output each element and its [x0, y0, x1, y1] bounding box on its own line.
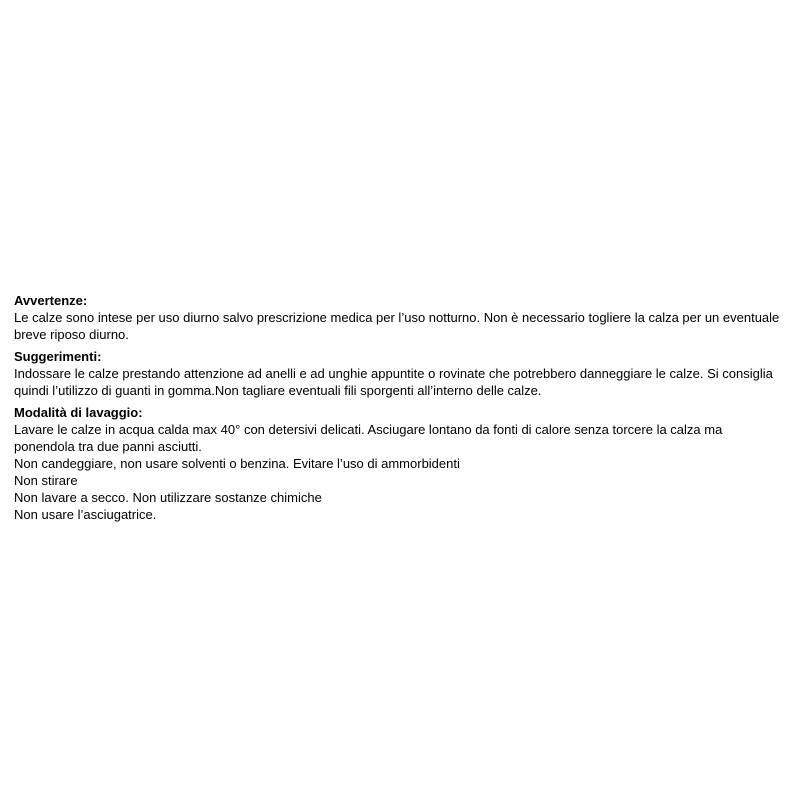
- section-avvertenze: [14, 292, 786, 343]
- avvertenze-paragraph: Le calze sono intese per uso diurno salvo prescrizione medica per l’uso notturno. Non è necessario togliere la calza per un eventuale breve riposo diurno.: [14, 310, 780, 342]
- lavaggio-paragraph-non-lavare-a-secco: Non lavare a secco. Non utilizzare sostanze chimiche: [14, 490, 322, 505]
- modalita-di-lavaggio-heading: Modalità di lavaggio:: [14, 405, 143, 420]
- section-modalita-di-lavaggio: [14, 404, 786, 523]
- lavaggio-paragraph-non-stirare: Non stirare: [14, 473, 78, 488]
- lavaggio-paragraph-lavare: Lavare le calze in acqua calda max 40° con detersivi delicati. Asciugare lontano da fonti di calore senza torcere la calza ma ponendola tra due panni asciutti.: [14, 422, 723, 454]
- lavaggio-paragraph-non-usare-asciugatrice: Non usare l’asciugatrice.: [14, 507, 157, 522]
- lavaggio-paragraph-non-candeggiare: Non candeggiare, non usare solventi o benzina. Evitare l’uso di ammorbidenti: [14, 456, 460, 471]
- avvertenze-heading: Avvertenze:: [14, 293, 88, 308]
- suggerimenti-paragraph: Indossare le calze prestando attenzione ad anelli e ad unghie appuntite o rovinate che potrebbero danneggiare le calze. Si consiglia quindi l’utilizzo di guanti in gomma.Non tagliare eventuali fili sporgenti all’interno delle calze.: [14, 366, 773, 398]
- suggerimenti-heading: Suggerimenti:: [14, 349, 102, 364]
- care-instructions-document: [14, 292, 786, 523]
- section-suggerimenti: [14, 348, 786, 399]
